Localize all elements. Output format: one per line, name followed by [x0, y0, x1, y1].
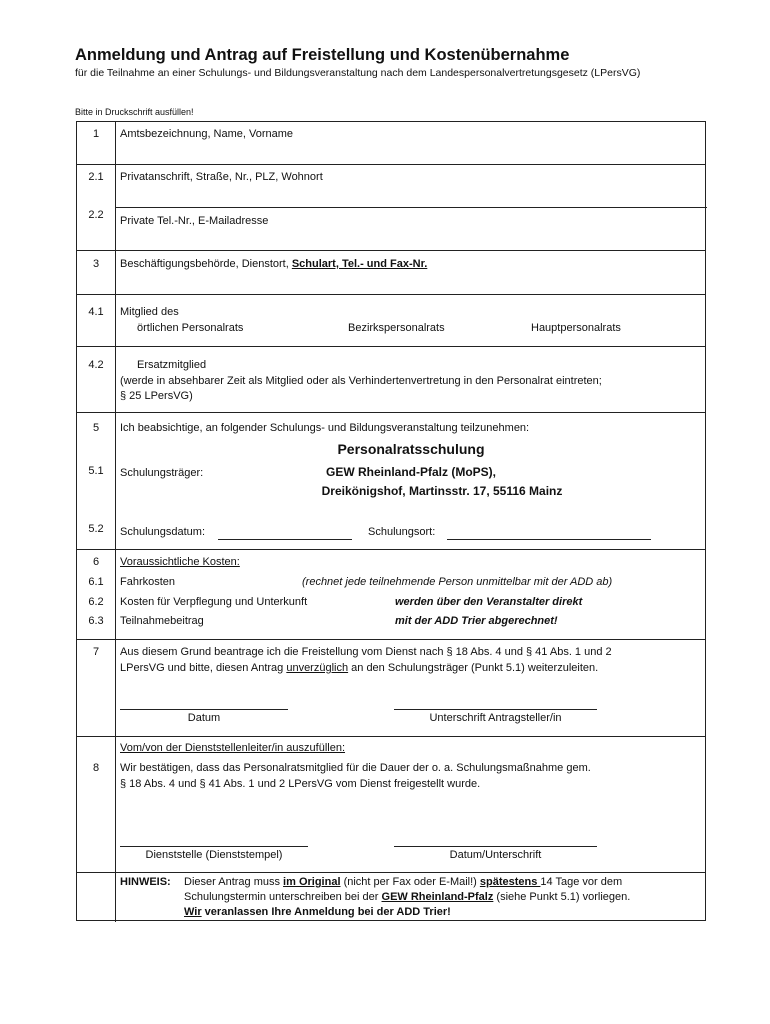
note-line1: Dieser Antrag muss im Original (nicht per Fax oder E-Mail!) spätestens 14 Tage vor dem	[184, 876, 623, 888]
row-divider	[77, 346, 705, 347]
row-number: 2.2	[88, 209, 104, 221]
provider-address: Dreikönigshof, Martinsstr. 17, 55116 Mainz	[321, 484, 563, 498]
training-date-input[interactable]	[218, 539, 352, 540]
training-title: Personalratsschulung	[337, 441, 485, 457]
manager-section-title: Vom/von der Dienststellenleiter/in auszufüllen:	[120, 742, 346, 754]
applicant-signature-line[interactable]	[394, 709, 597, 710]
row-divider	[77, 412, 705, 413]
provider-label: Schulungsträger:	[120, 467, 204, 479]
manager-signature-label: Datum/Unterschrift	[449, 849, 542, 861]
row-number: 8	[92, 762, 100, 774]
note-label: HINWEIS:	[120, 876, 171, 888]
board-costs-note: werden über den Veranstalter direkt	[395, 596, 583, 608]
name-field-label[interactable]: Amtsbezeichnung, Name, Vorname	[120, 128, 294, 140]
provider-name: GEW Rheinland-Pfalz (MoPS),	[326, 465, 496, 479]
applicant-signature-label: Unterschrift Antragsteller/in	[429, 712, 562, 724]
row-divider	[115, 207, 707, 208]
row-number: 6	[92, 556, 100, 568]
row-divider	[77, 639, 705, 640]
substitute-law-ref: § 25 LPersVG)	[120, 390, 193, 402]
membership-label: Mitglied des	[120, 306, 179, 318]
office-stamp-line[interactable]	[120, 846, 308, 847]
row-number: 6.2	[88, 596, 104, 608]
row-number: 7	[92, 646, 100, 658]
address-field-label[interactable]: Privatanschrift, Straße, Nr., PLZ, Wohnort	[120, 171, 323, 183]
travel-costs-note: (rechnet jede teilnehmende Person unmittelbar mit der ADD ab)	[302, 576, 613, 588]
form-subtitle: für die Teilnahme an einer Schulungs- und Bildungsveranstaltung nach dem Landespersonalvertretungsgesetz (LPersVG)	[75, 67, 641, 79]
training-place-input[interactable]	[447, 539, 651, 540]
option-district-council[interactable]: Bezirkspersonalrats	[348, 322, 445, 334]
fee-note: mit der ADD Trier abgerechnet!	[395, 615, 558, 627]
row-divider	[77, 294, 705, 295]
row-number: 5.2	[88, 523, 104, 535]
board-costs-label: Kosten für Verpflegung und Unterkunft	[120, 596, 308, 608]
row-number: 4.1	[88, 306, 104, 318]
substitute-note: (werde in absehbarer Zeit als Mitglied oder als Verhindertenvertretung in den Personalrat eintreten;	[120, 375, 602, 387]
note-line2: Schulungstermin unterschreiben bei der GEW Rheinland-Pfalz (siehe Punkt 5.1) vorliegen.	[184, 891, 631, 903]
note-line3: Wir veranlassen Ihre Anmeldung bei der ADD Trier!	[184, 906, 451, 918]
form-title: Anmeldung und Antrag auf Freistellung und Kostenübernahme	[75, 46, 570, 64]
training-date-label: Schulungsdatum:	[120, 526, 205, 538]
costs-title: Voraussichtliche Kosten:	[120, 556, 240, 568]
row-divider	[77, 872, 705, 873]
contact-field-label[interactable]: Private Tel.-Nr., E-Mailadresse	[120, 215, 269, 227]
application-form	[76, 121, 706, 921]
row-number: 5.1	[88, 465, 104, 477]
option-main-council[interactable]: Hauptpersonalrats	[531, 322, 621, 334]
office-stamp-label: Dienststelle (Dienststempel)	[145, 849, 283, 861]
row-divider	[77, 250, 705, 251]
row-divider	[77, 549, 705, 550]
row-number: 6.1	[88, 576, 104, 588]
travel-costs-label: Fahrkosten	[120, 576, 176, 588]
option-local-council[interactable]: örtlichen Personalrats	[137, 322, 244, 334]
fee-label: Teilnahmebeitrag	[120, 615, 204, 627]
note-column-divider	[115, 872, 116, 922]
confirmation-line1: Wir bestätigen, dass das Personalratsmitglied für die Dauer der o. a. Schulungsmaßnahme gem.	[120, 762, 591, 774]
manager-signature-line[interactable]	[394, 846, 597, 847]
row-number: 6.3	[88, 615, 104, 627]
training-place-label: Schulungsort:	[368, 526, 436, 538]
request-text-line1: Aus diesem Grund beantrage ich die Freistellung vom Dienst nach § 18 Abs. 4 und § 41 Abs. 1 und 2	[120, 646, 612, 658]
row-number: 2.1	[88, 171, 104, 183]
row-number: 3	[92, 258, 100, 270]
row-number: 1	[92, 128, 100, 140]
confirmation-line2: § 18 Abs. 4 und § 41 Abs. 1 und 2 LPersVG vom Dienst freigestellt wurde.	[120, 778, 481, 790]
row-number: 4.2	[88, 359, 104, 371]
row-divider	[77, 736, 705, 737]
fill-instruction: Bitte in Druckschrift ausfüllen!	[75, 107, 194, 117]
row-divider	[77, 164, 705, 165]
employer-field-label[interactable]: Beschäftigungsbehörde, Dienstort, Schulart, Tel.- und Fax-Nr.	[120, 258, 428, 270]
applicant-date-label: Datum	[187, 712, 221, 724]
option-substitute-member[interactable]: Ersatzmitglied	[137, 359, 207, 371]
request-text-line2: LPersVG und bitte, diesen Antrag unverzüglich an den Schulungsträger (Punkt 5.1) weiterzuleiten.	[120, 662, 599, 674]
row-number: 5	[92, 422, 100, 434]
applicant-date-line[interactable]	[120, 709, 288, 710]
training-intro: Ich beabsichtige, an folgender Schulungs- und Bildungsveranstaltung teilzunehmen:	[120, 422, 530, 434]
